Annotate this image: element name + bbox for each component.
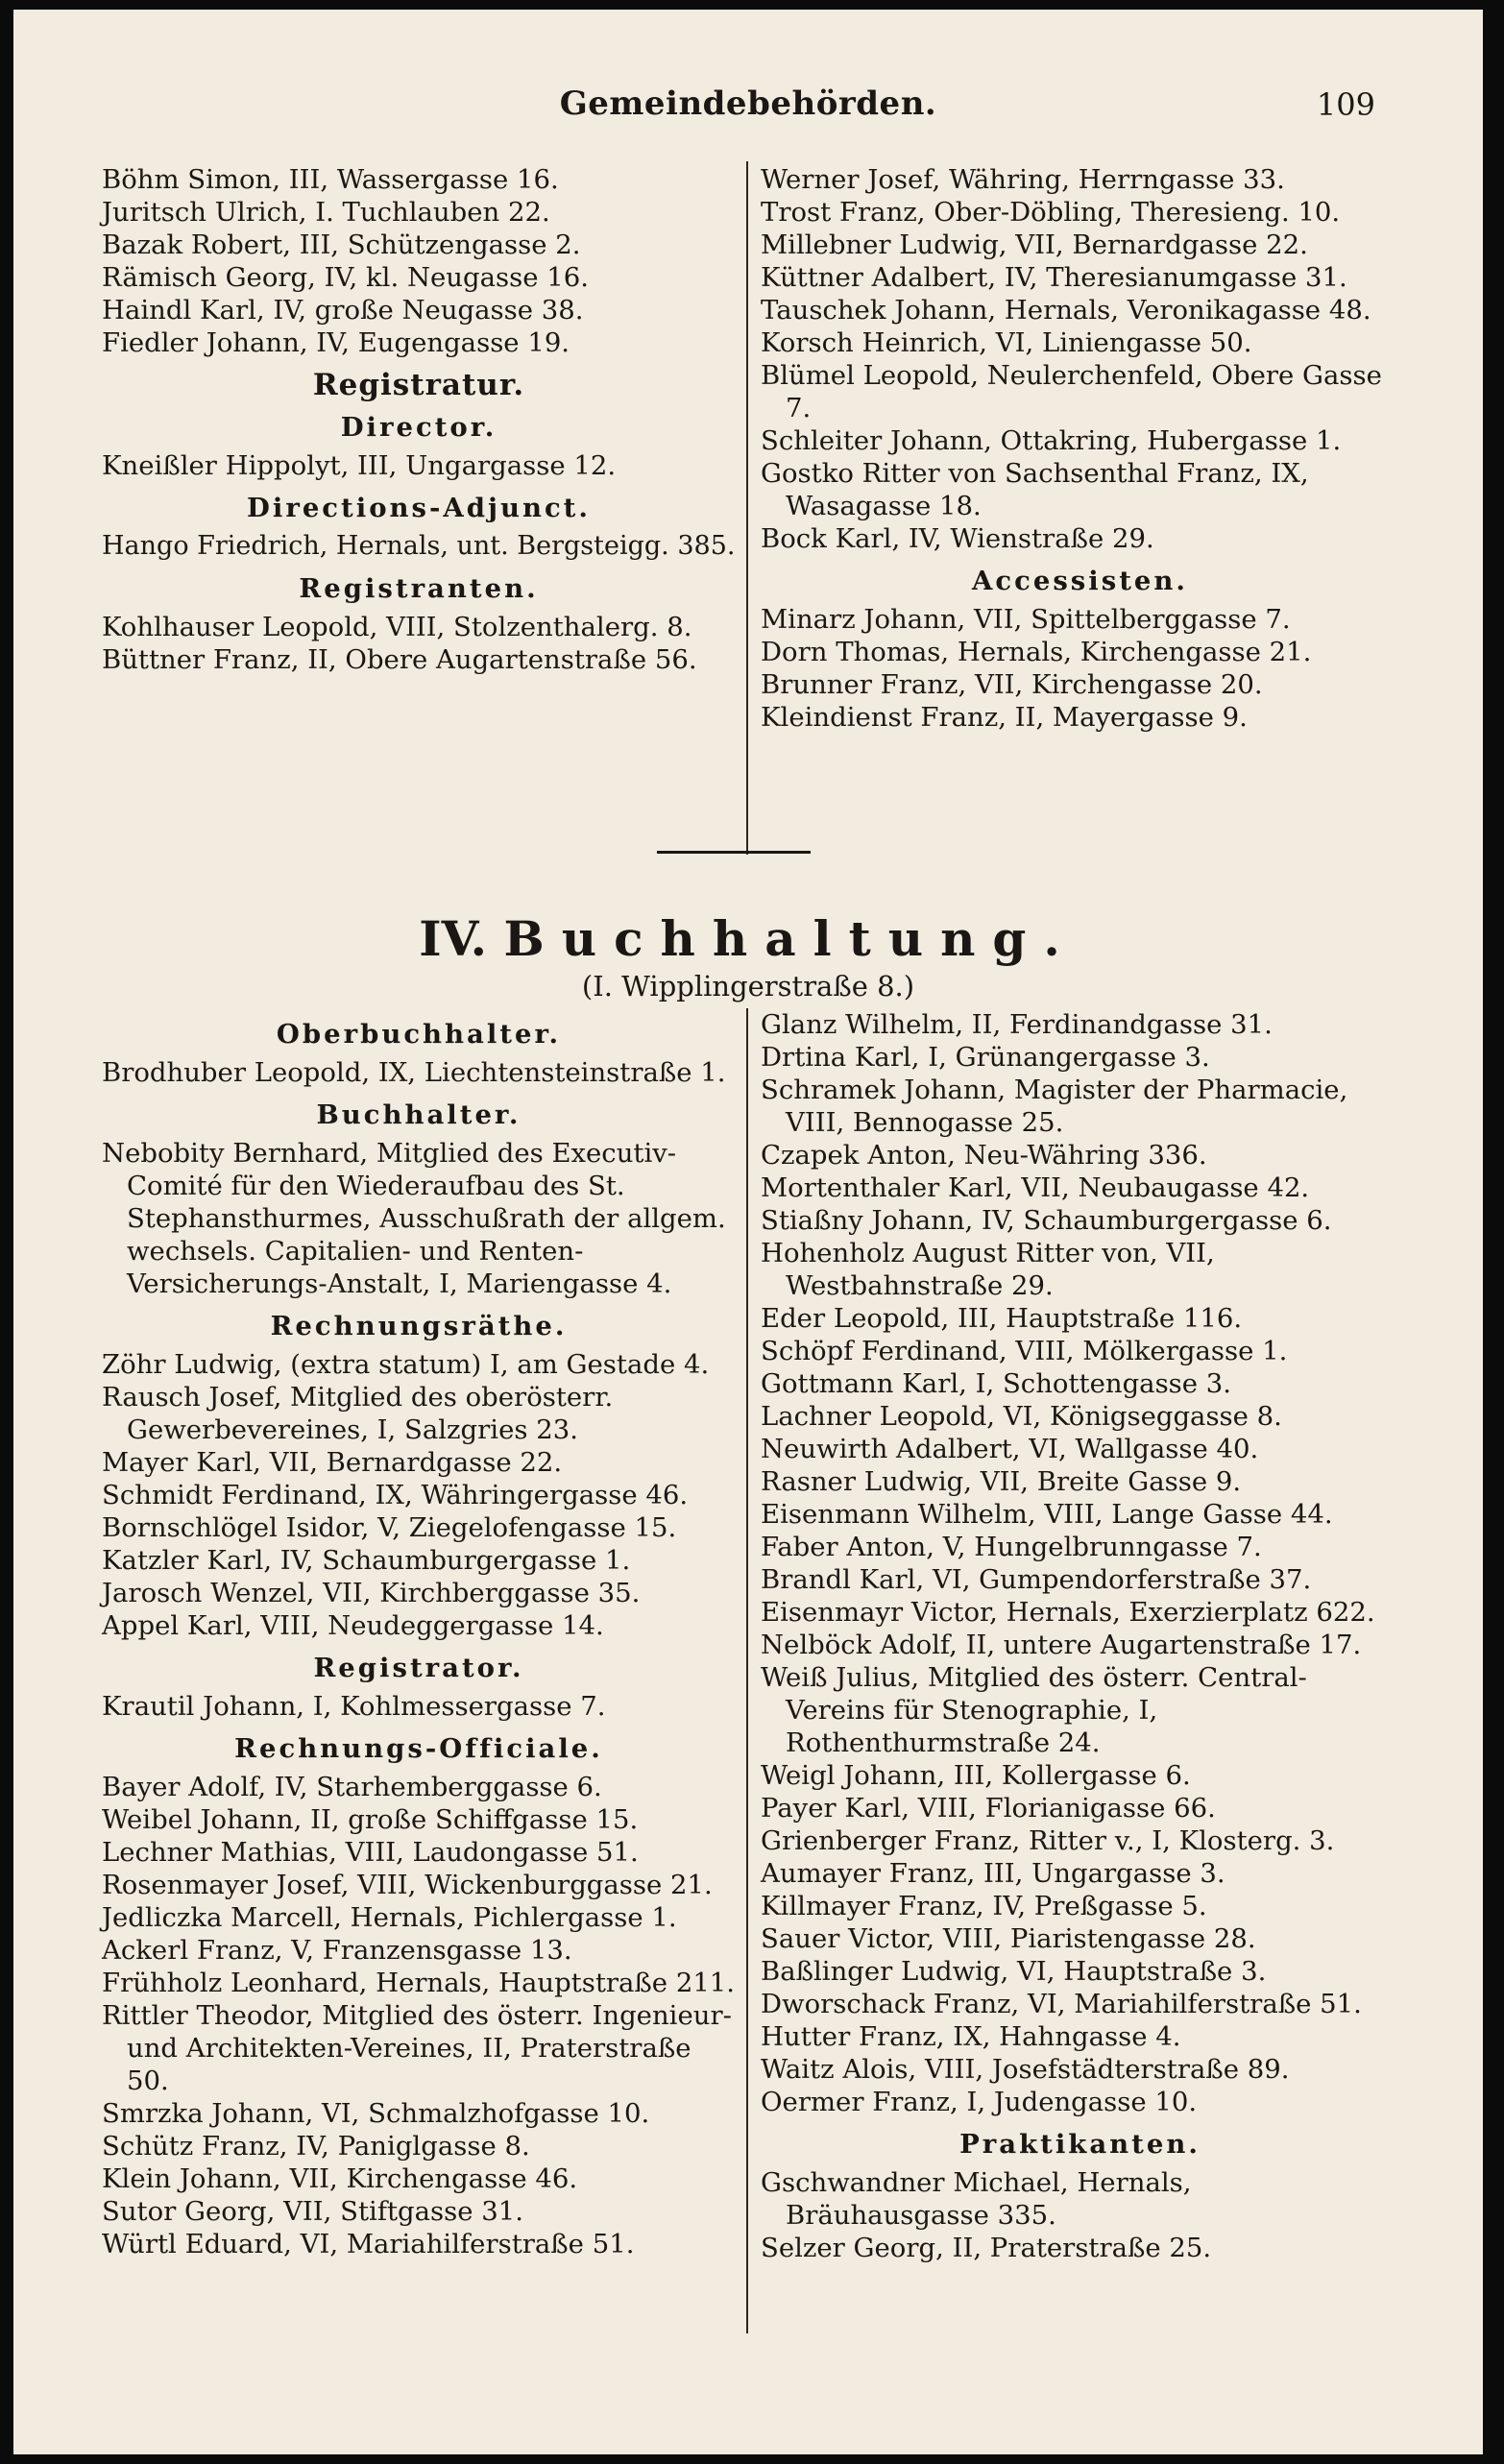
directory-entry: Klein Johann, VII, Kirchengasse 46.	[102, 2163, 578, 2194]
directory-entry: Schramek Johann, Magister der Pharmacie, VIII, Bennogasse 25.	[761, 1075, 1348, 1138]
directory-entry: Hohenholz August Ritter von, VII, Westbahnstraße 29.	[761, 1238, 1215, 1301]
directory-entry: Tauschek Johann, Hernals, Veronikagasse 48.	[761, 295, 1371, 326]
directory-entry: Eisenmann Wilhelm, VIII, Lange Gasse 44.	[761, 1499, 1333, 1530]
directory-entry: Appel Karl, VIII, Neudeggergasse 14.	[102, 1610, 604, 1641]
directory-entry: Faber Anton, V, Hungelbrunngasse 7.	[761, 1532, 1262, 1562]
directory-entry: Lachner Leopold, VI, Königseggasse 8.	[761, 1401, 1282, 1432]
directory-entry: Eisenmayr Victor, Hernals, Exerzierplatz 622.	[761, 1597, 1375, 1628]
directory-entry: Hutter Franz, IX, Hahngasse 4.	[761, 2021, 1181, 2052]
section-subheading: Registratur.	[312, 368, 525, 402]
directory-entry: Zöhr Ludwig, (extra statum) I, am Gestade 4.	[102, 1349, 710, 1380]
directory-entry: Schöpf Ferdinand, VIII, Mölkergasse 1.	[761, 1336, 1288, 1366]
directory-entry: Werner Josef, Währing, Herrngasse 33.	[761, 164, 1285, 195]
directory-entry: Korsch Heinrich, VI, Liniengasse 50.	[761, 327, 1252, 358]
directory-entry: Millebner Ludwig, VII, Bernardgasse 22.	[761, 229, 1308, 260]
directory-entry: Nebobity Bernhard, Mitglied des Executiv-Comité für den Wiederaufbau des St. Stephansthurmes, Ausschußrath der allgem. wechsels. Capitalien- und Renten-Versicherungs-Anstalt, I, Mariengasse 4.	[102, 1138, 726, 1299]
column-top-right	[761, 163, 1399, 734]
directory-entry: Blümel Leopold, Neulerchenfeld, Obere Gasse 7.	[761, 360, 1382, 423]
directory-entry: Krautil Johann, I, Kohlmessergasse 7.	[102, 1691, 606, 1722]
directory-entry: Haindl Karl, IV, große Neugasse 38.	[102, 295, 584, 326]
section-subheading: Rechnungsräthe.	[270, 1311, 568, 1341]
directory-entry: Kohlhauser Leopold, VIII, Stolzenthalerg. 8.	[102, 612, 692, 642]
directory-entry: Smrzka Johann, VI, Schmalzhofgasse 10.	[102, 2098, 650, 2129]
directory-entry: Neuwirth Adalbert, VI, Wallgasse 40.	[761, 1434, 1259, 1464]
section-numeral: IV.	[419, 910, 488, 967]
directory-entry: Schmidt Ferdinand, IX, Währingergasse 46.	[102, 1480, 689, 1510]
directory-entry: Juritsch Ulrich, I. Tuchlauben 22.	[102, 197, 550, 228]
directory-entry: Lechner Mathias, VIII, Laudongasse 51.	[102, 1837, 639, 1868]
column-top-left	[102, 163, 736, 676]
section-subheading: Rechnungs-Officiale.	[234, 1733, 603, 1764]
column-bottom-left	[102, 1008, 736, 2260]
directory-entry: Stiaßny Johann, IV, Schaumburgergasse 6.	[761, 1205, 1332, 1236]
section-subheading: Buchhalter.	[316, 1099, 522, 1130]
column-divider-bottom	[746, 1008, 748, 2333]
column-bottom-right	[761, 1008, 1399, 2264]
running-header: Gemeindebehörden.	[559, 85, 937, 123]
directory-entry: Gschwandner Michael, Hernals, Bräuhausgasse 335.	[761, 2167, 1192, 2231]
directory-entry: Payer Karl, VIII, Florianigasse 66.	[761, 1793, 1216, 1824]
section-title: Buchhaltung.	[503, 910, 1078, 967]
directory-entry: Rosenmayer Josef, VIII, Wickenburggasse 21.	[102, 1870, 713, 1900]
directory-entry: Minarz Johann, VII, Spittelberggasse 7.	[761, 604, 1291, 635]
directory-entry: Grienberger Franz, Ritter v., I, Klosterg. 3.	[761, 1825, 1335, 1856]
directory-entry: Küttner Adalbert, IV, Theresianumgasse 31.	[761, 262, 1347, 293]
directory-entry: Mayer Karl, VII, Bernardgasse 22.	[102, 1447, 563, 1478]
directory-entry: Fiedler Johann, IV, Eugengasse 19.	[102, 327, 570, 358]
directory-entry: Bazak Robert, III, Schützengasse 2.	[102, 229, 581, 260]
directory-entry: Brunner Franz, VII, Kirchengasse 20.	[761, 669, 1263, 700]
section-subheading: Registrator.	[313, 1653, 524, 1683]
section-subtitle	[13, 970, 1483, 1003]
directory-entry: Weibel Johann, II, große Schiffgasse 15.	[102, 1804, 639, 1835]
directory-entry: Selzer Georg, II, Praterstraße 25.	[761, 2233, 1212, 2263]
section-subheading: Praktikanten.	[959, 2129, 1201, 2160]
section-subheading: Accessisten.	[972, 566, 1188, 596]
directory-entry: Rasner Ludwig, VII, Breite Gasse 9.	[761, 1466, 1242, 1497]
directory-entry: Czapek Anton, Neu-Währing 336.	[761, 1140, 1207, 1171]
directory-entry: Trost Franz, Ober-Döbling, Theresieng. 10.	[761, 197, 1341, 228]
directory-entry: Rämisch Georg, IV, kl. Neugasse 16.	[102, 262, 589, 293]
directory-entry: Dorn Thomas, Hernals, Kirchengasse 21.	[761, 637, 1312, 667]
directory-entry: Rausch Josef, Mitglied des oberösterr. Gewerbevereines, I, Salzgries 23.	[102, 1382, 614, 1445]
section-subheading: Director.	[340, 412, 497, 443]
directory-entry: Drtina Karl, I, Grünangergasse 3.	[761, 1042, 1210, 1073]
directory-entry: Weiß Julius, Mitglied des österr. Central-Vereins für Stenographie, I, Rothenthurmstraße 24.	[761, 1662, 1307, 1758]
directory-entry: Katzler Karl, IV, Schaumburgergasse 1.	[102, 1545, 631, 1576]
directory-entry: Frühholz Leonhard, Hernals, Hauptstraße 211.	[102, 1968, 736, 1998]
directory-entry: Oermer Franz, I, Judengasse 10.	[761, 2087, 1198, 2117]
directory-entry: Brandl Karl, VI, Gumpendorferstraße 37.	[761, 1564, 1312, 1595]
section-subheading: Oberbuchhalter.	[276, 1019, 562, 1050]
directory-entry: Glanz Wilhelm, II, Ferdinandgasse 31.	[761, 1009, 1273, 1040]
directory-entry: Büttner Franz, II, Obere Augartenstraße 56.	[102, 644, 697, 675]
directory-entry: Mortenthaler Karl, VII, Neubaugasse 42.	[761, 1172, 1310, 1203]
section-subheading: Directions-Adjunct.	[247, 493, 591, 523]
directory-entry: Kneißler Hippolyt, III, Ungargasse 12.	[102, 450, 617, 481]
directory-entry: Baßlinger Ludwig, VI, Hauptstraße 3.	[761, 1956, 1267, 1987]
directory-entry: Schütz Franz, IV, Paniglgasse 8.	[102, 2131, 530, 2162]
directory-entry: Nelböck Adolf, II, untere Augartenstraße 17.	[761, 1630, 1362, 1660]
page-number: 109	[1316, 86, 1375, 123]
section-subheading: Registranten.	[299, 573, 539, 604]
directory-entry: Bayer Adolf, IV, Starhemberggasse 6.	[102, 1772, 602, 1802]
directory-entry: Waitz Alois, VIII, Josefstädterstraße 89.	[761, 2054, 1290, 2085]
section-heading	[13, 910, 1483, 967]
directory-entry: Gottmann Karl, I, Schottengasse 3.	[761, 1368, 1232, 1399]
directory-entry: Sauer Victor, VIII, Piaristengasse 28.	[761, 1923, 1256, 1954]
directory-entry: Jarosch Wenzel, VII, Kirchberggasse 35.	[102, 1578, 641, 1608]
directory-entry: Würtl Eduard, VI, Mariahilferstraße 51.	[102, 2229, 635, 2259]
directory-entry: Sutor Georg, VII, Stiftgasse 31.	[102, 2196, 524, 2227]
directory-entry: Brodhuber Leopold, IX, Liechtensteinstraße 1.	[102, 1057, 726, 1088]
directory-entry: Schleiter Johann, Ottakring, Hubergasse 1.	[761, 425, 1342, 456]
directory-entry: Jedliczka Marcell, Hernals, Pichlergasse 1.	[102, 1902, 677, 1933]
section-subtitle-right: gerstraße 8.)	[730, 970, 915, 1003]
directory-entry: Böhm Simon, III, Wassergasse 16.	[102, 164, 559, 195]
directory-entry: Bock Karl, IV, Wienstraße 29.	[761, 523, 1154, 554]
section-subtitle-left: (I. Wipplin	[581, 970, 731, 1003]
directory-entry: Hango Friedrich, Hernals, unt. Bergsteigg. 385.	[102, 531, 736, 561]
directory-entry: Gostko Ritter von Sachsenthal Franz, IX, Wasagasse 18.	[761, 458, 1309, 521]
directory-entry: Dworschack Franz, VI, Mariahilferstraße 51.	[761, 1989, 1362, 2019]
directory-entry: Aumayer Franz, III, Ungargasse 3.	[761, 1858, 1225, 1889]
book-page	[13, 10, 1483, 2454]
directory-entry: Rittler Theodor, Mitglied des österr. Ingenieur- und Architekten-Vereines, II, Praterstraße 50.	[102, 2000, 732, 2096]
directory-entry: Killmayer Franz, IV, Preßgasse 5.	[761, 1891, 1207, 1921]
directory-entry: Kleindienst Franz, II, Mayergasse 9.	[761, 702, 1248, 733]
section-separator-rule	[657, 851, 811, 854]
column-divider-top	[746, 161, 748, 855]
directory-entry: Bornschlögel Isidor, V, Ziegelofengasse 15.	[102, 1512, 677, 1543]
directory-entry: Eder Leopold, III, Hauptstraße 116.	[761, 1303, 1243, 1334]
directory-entry: Weigl Johann, III, Kollergasse 6.	[761, 1760, 1191, 1791]
directory-entry: Ackerl Franz, V, Franzensgasse 13.	[102, 1935, 572, 1966]
